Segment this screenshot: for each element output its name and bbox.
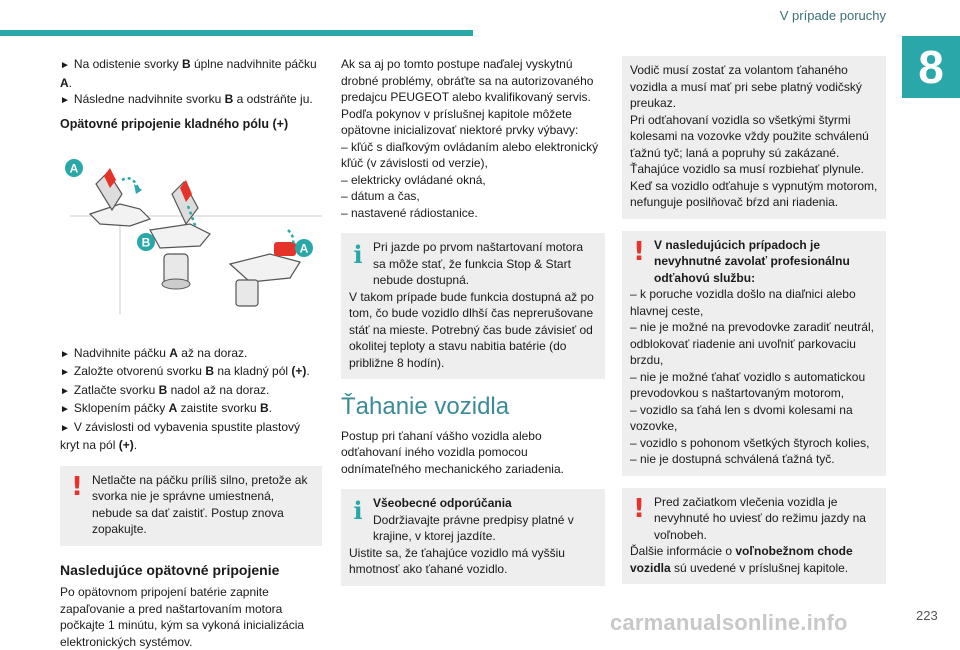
- warning-exclamation-icon: !: [633, 237, 645, 268]
- step-item: ► Na odistenie svorky B úplne nadvihnite páčku A.: [60, 57, 317, 90]
- step-item: ► V závislosti od vybavenia spustite plastový kryt na pól (+).: [60, 419, 301, 452]
- chapter-badge: 8: [902, 36, 960, 98]
- paragraph: Ak sa aj po tomto postupe naďalej vyskytnú drobné problémy, obráťte sa na autorizovaného predajcu PEUGEOT alebo kvalifikovaný servis.: [341, 57, 594, 104]
- column-left: [60, 56, 322, 650]
- warning-exclamation-icon: !: [633, 494, 645, 525]
- step-item: ► Zatlačte svorku B nadol až na doraz.: [60, 382, 270, 397]
- warning-box: ! V nasledujúcich prípadoch je nevyhnutné zavolať profesionálnu odťahovú službu: – k poruche vozidla došlo na diaľnici alebo hlavnej ceste, – nie je možné na prevodovke zaradiť neutrál, odblokovať riadenie ani uvoľniť parkovaciu brzdu, – nie je možné ťahať vozidlo s automatickou prevodovkou s naštartovaným motorom, – vozidlo sa ťahá len s dvomi kolesami na vozovke, – vozidlo s pohonom všetkých štyroch kolies, – nie je dostupná schválená ťažná tyč.: [622, 231, 886, 476]
- arrow-bullet-icon: ►: [60, 60, 70, 71]
- info-box: i Všeobecné odporúčania Dodržiavajte právne predpisy platné v krajine, v ktorej jazdíte. Uistite sa, že ťahajúce vozidlo má vyššiu hmotnosť ako ťahané vozidlo.: [341, 489, 605, 586]
- label-b: B: [141, 235, 151, 250]
- step-item: ► Sklopením páčky A zaistite svorku B.: [60, 401, 273, 415]
- label-a: A: [299, 241, 309, 256]
- warning-exclamation-icon: !: [71, 472, 83, 503]
- paragraph: Postup pri ťahaní vášho vozidla alebo odťahovaní iného vozidla pomocou odnímateľného mechanického zariadenia.: [341, 428, 564, 476]
- arrow-bullet-icon: ►: [60, 95, 70, 106]
- info-box: i Pri jazde po prvom naštartovaní motora sa môže stať, že funkcia Stop & Start nebude dostupná. V takom prípade bude funkcia dostupná až po tom, čo bude vozidlo dlhší čas neprerušovane stáť na mieste. Potrebný čas bude závisieť od okolitej teploty a stavu nabitia batérie (do približne 8 hodín).: [341, 233, 605, 379]
- label-a: A: [69, 161, 79, 176]
- section-heading-large: Ťahanie vozidla: [341, 393, 510, 420]
- arrow-bullet-icon: ►: [60, 385, 70, 397]
- step-item: ► Založte otvorenú svorku B na kladný pól (+).: [60, 364, 310, 378]
- list-item: – dátum a čas,: [341, 189, 420, 203]
- battery-clamp-illustration: [60, 154, 322, 326]
- column-right: [622, 56, 886, 596]
- section-heading: Nasledujúce opätovné pripojenie: [60, 561, 280, 578]
- list-item: – kľúč s diaľkovým ovládaním alebo elektronický kľúč (v závislosti od verzie),: [341, 139, 599, 170]
- arrow-bullet-icon: ►: [60, 348, 70, 360]
- section-title: V prípade poruchy: [779, 8, 886, 23]
- warning-box: ! Netlačte na páčku príliš silno, pretože ak svorka nie je správne umiestnená, nebude sa dať zaistiť. Postup znova zopakujte.: [60, 466, 322, 546]
- watermark: carmanualsonline.info: [610, 610, 848, 635]
- list-item: – elektricky ovládané okná,: [341, 172, 486, 187]
- page-number: 223: [916, 608, 938, 623]
- step-item: ► Nadvihnite páčku A až na doraz.: [60, 345, 248, 360]
- column-middle: [341, 56, 605, 598]
- section-heading: Opätovné pripojenie kladného pólu (+): [60, 116, 289, 131]
- info-icon: i: [353, 239, 363, 269]
- list-item: – nastavené rádiostanice.: [341, 205, 478, 220]
- paragraph: Podľa pokynov v príslušnej kapitole môžete opätovne inicializovať niektoré prvky výbavy:: [341, 106, 579, 137]
- note-box: Vodič musí zostať za volantom ťahaného vozidla a musí mať pri sebe platný vodičský preukaz. Pri odťahovaní vozidla so všetkými štyrmi kolesami na vozovke vždy použite schválenú ťažnú tyč; laná a popruhy sú zakázané. Ťahajúce vozidlo sa musí rozbiehať plynule. Keď sa vozidlo odťahuje s vypnutým motorom, nefunguje posilňovač bŕzd ani riadenia.: [622, 56, 886, 219]
- header-accent-bar: [0, 30, 473, 36]
- warning-box: ! Pred začiatkom vlečenia vozidla je nevyhnuté ho uviesť do režimu jazdy na voľnobeh. Ďalšie informácie o voľnobežnom chode vozidla sú uvedené v príslušnej kapitole.: [622, 488, 886, 585]
- paragraph: Po opätovnom pripojení batérie zapnite zapaľovanie a pred naštartovaním motora počkajte 1 minútu, kým sa vykoná inicializácia elektronických systémov.: [60, 585, 305, 649]
- arrow-bullet-icon: ►: [60, 422, 70, 434]
- step-item: ► Následne nadvihnite svorku B a odstráňte ju.: [60, 92, 313, 106]
- arrow-bullet-icon: ►: [60, 367, 70, 378]
- arrow-bullet-icon: ►: [60, 404, 70, 415]
- info-icon: i: [353, 495, 363, 525]
